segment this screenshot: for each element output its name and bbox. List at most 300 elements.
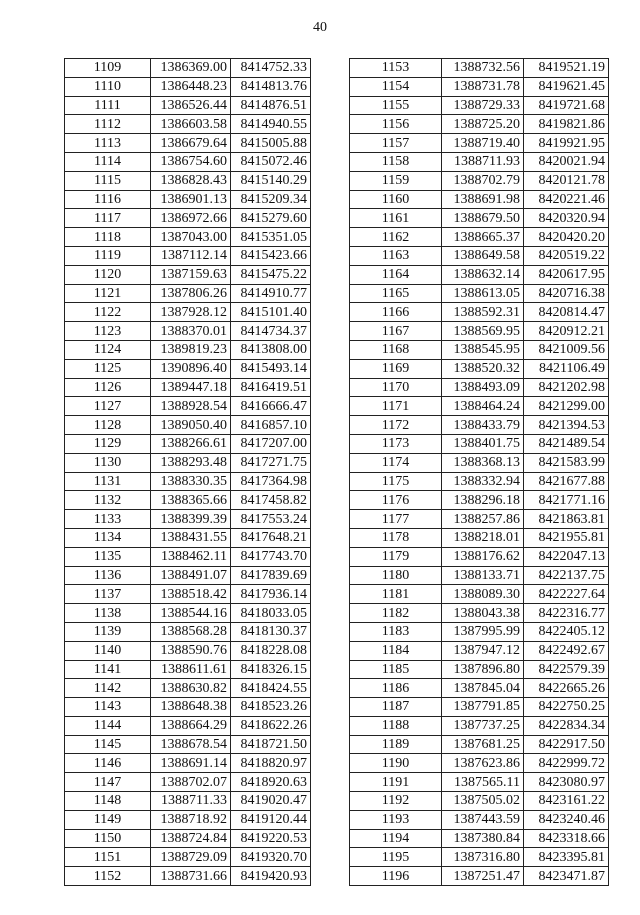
point-number-cell: 1149	[65, 810, 151, 829]
y-coordinate-cell: 8414813.76	[231, 77, 311, 96]
y-coordinate-cell: 8415423.66	[231, 246, 311, 265]
x-coordinate-cell: 1388568.28	[151, 622, 231, 641]
y-coordinate-cell: 8420519.22	[524, 246, 609, 265]
x-coordinate-cell: 1388632.14	[442, 265, 524, 284]
y-coordinate-cell: 8420814.47	[524, 303, 609, 322]
point-number-cell: 1146	[65, 754, 151, 773]
point-number-cell: 1142	[65, 679, 151, 698]
point-number-cell: 1141	[65, 660, 151, 679]
y-coordinate-cell: 8419521.19	[524, 59, 609, 78]
x-coordinate-cell: 1388330.35	[151, 472, 231, 491]
point-number-cell: 1192	[350, 792, 442, 811]
x-coordinate-cell: 1388729.33	[442, 96, 524, 115]
y-coordinate-cell: 8420617.95	[524, 265, 609, 284]
table-row	[65, 491, 311, 510]
point-number-cell: 1118	[65, 228, 151, 247]
table-row	[350, 340, 609, 359]
x-coordinate-cell: 1388679.50	[442, 209, 524, 228]
x-coordinate-cell: 1388544.16	[151, 604, 231, 623]
point-number-cell: 1121	[65, 284, 151, 303]
x-coordinate-cell: 1388702.07	[151, 773, 231, 792]
table-row	[65, 228, 311, 247]
point-number-cell: 1135	[65, 547, 151, 566]
x-coordinate-cell: 1388665.37	[442, 228, 524, 247]
x-coordinate-cell: 1388731.78	[442, 77, 524, 96]
table-row	[65, 735, 311, 754]
table-row	[65, 698, 311, 717]
y-coordinate-cell: 8417936.14	[231, 585, 311, 604]
table-row	[65, 134, 311, 153]
table-row	[65, 867, 311, 886]
point-number-cell: 1169	[350, 359, 442, 378]
y-coordinate-cell: 8415209.34	[231, 190, 311, 209]
coordinates-table-left	[64, 58, 311, 886]
point-number-cell: 1167	[350, 322, 442, 341]
point-number-cell: 1191	[350, 773, 442, 792]
x-coordinate-cell: 1388464.24	[442, 397, 524, 416]
point-number-cell: 1119	[65, 246, 151, 265]
table-row	[350, 171, 609, 190]
table-row	[65, 378, 311, 397]
table-row	[350, 152, 609, 171]
y-coordinate-cell: 8420320.94	[524, 209, 609, 228]
x-coordinate-cell: 1386679.64	[151, 134, 231, 153]
x-coordinate-cell: 1388725.20	[442, 115, 524, 134]
table-row	[65, 303, 311, 322]
point-number-cell: 1174	[350, 453, 442, 472]
point-number-cell: 1159	[350, 171, 442, 190]
table-row	[350, 59, 609, 78]
y-coordinate-cell: 8415101.40	[231, 303, 311, 322]
table-row	[350, 604, 609, 623]
point-number-cell: 1166	[350, 303, 442, 322]
x-coordinate-cell: 1388702.79	[442, 171, 524, 190]
y-coordinate-cell: 8423080.97	[524, 773, 609, 792]
y-coordinate-cell: 8419220.53	[231, 829, 311, 848]
y-coordinate-cell: 8422316.77	[524, 604, 609, 623]
y-coordinate-cell: 8418033.05	[231, 604, 311, 623]
table-row	[65, 716, 311, 735]
x-coordinate-cell: 1388296.18	[442, 491, 524, 510]
table-row	[65, 246, 311, 265]
point-number-cell: 1168	[350, 340, 442, 359]
y-coordinate-cell: 8421677.88	[524, 472, 609, 491]
x-coordinate-cell: 1386901.13	[151, 190, 231, 209]
x-coordinate-cell: 1387043.00	[151, 228, 231, 247]
x-coordinate-cell: 1387947.12	[442, 641, 524, 660]
x-coordinate-cell: 1388401.75	[442, 434, 524, 453]
table-row	[350, 716, 609, 735]
y-coordinate-cell: 8417271.75	[231, 453, 311, 472]
y-coordinate-cell: 8415493.14	[231, 359, 311, 378]
point-number-cell: 1161	[350, 209, 442, 228]
point-number-cell: 1116	[65, 190, 151, 209]
point-number-cell: 1122	[65, 303, 151, 322]
x-coordinate-cell: 1387681.25	[442, 735, 524, 754]
table-row	[65, 792, 311, 811]
y-coordinate-cell: 8414876.51	[231, 96, 311, 115]
point-number-cell: 1178	[350, 528, 442, 547]
y-coordinate-cell: 8419420.93	[231, 867, 311, 886]
y-coordinate-cell: 8414734.37	[231, 322, 311, 341]
point-number-cell: 1151	[65, 848, 151, 867]
x-coordinate-cell: 1389447.18	[151, 378, 231, 397]
x-coordinate-cell: 1388493.09	[442, 378, 524, 397]
point-number-cell: 1145	[65, 735, 151, 754]
table-row	[65, 641, 311, 660]
table-row	[350, 585, 609, 604]
table-row	[350, 416, 609, 435]
table-row	[65, 453, 311, 472]
table-row	[350, 246, 609, 265]
point-number-cell: 1158	[350, 152, 442, 171]
y-coordinate-cell: 8417839.69	[231, 566, 311, 585]
point-number-cell: 1175	[350, 472, 442, 491]
x-coordinate-cell: 1388731.66	[151, 867, 231, 886]
y-coordinate-cell: 8414752.33	[231, 59, 311, 78]
y-coordinate-cell: 8421299.00	[524, 397, 609, 416]
x-coordinate-cell: 1388569.95	[442, 322, 524, 341]
y-coordinate-cell: 8423318.66	[524, 829, 609, 848]
point-number-cell: 1113	[65, 134, 151, 153]
x-coordinate-cell: 1388664.29	[151, 716, 231, 735]
y-coordinate-cell: 8417743.70	[231, 547, 311, 566]
table-row	[350, 209, 609, 228]
table-row	[350, 134, 609, 153]
x-coordinate-cell: 1386448.23	[151, 77, 231, 96]
point-number-cell: 1123	[65, 322, 151, 341]
table-row	[65, 284, 311, 303]
x-coordinate-cell: 1388630.82	[151, 679, 231, 698]
x-coordinate-cell: 1388368.13	[442, 453, 524, 472]
x-coordinate-cell: 1388691.14	[151, 754, 231, 773]
y-coordinate-cell: 8416857.10	[231, 416, 311, 435]
point-number-cell: 1130	[65, 453, 151, 472]
table-row	[65, 416, 311, 435]
x-coordinate-cell: 1387443.59	[442, 810, 524, 829]
x-coordinate-cell: 1387112.14	[151, 246, 231, 265]
y-coordinate-cell: 8415279.60	[231, 209, 311, 228]
y-coordinate-cell: 8422492.67	[524, 641, 609, 660]
point-number-cell: 1115	[65, 171, 151, 190]
point-number-cell: 1195	[350, 848, 442, 867]
x-coordinate-cell: 1388293.48	[151, 453, 231, 472]
point-number-cell: 1173	[350, 434, 442, 453]
x-coordinate-cell: 1388678.54	[151, 735, 231, 754]
table-row	[350, 228, 609, 247]
point-number-cell: 1187	[350, 698, 442, 717]
y-coordinate-cell: 8419320.70	[231, 848, 311, 867]
point-number-cell: 1137	[65, 585, 151, 604]
y-coordinate-cell: 8422227.64	[524, 585, 609, 604]
table-row	[350, 510, 609, 529]
x-coordinate-cell: 1387316.80	[442, 848, 524, 867]
point-number-cell: 1128	[65, 416, 151, 435]
table-row	[65, 810, 311, 829]
table-row	[350, 566, 609, 585]
table-row	[350, 434, 609, 453]
x-coordinate-cell: 1387380.84	[442, 829, 524, 848]
table-row	[65, 528, 311, 547]
y-coordinate-cell: 8420021.94	[524, 152, 609, 171]
point-number-cell: 1188	[350, 716, 442, 735]
table-row	[65, 77, 311, 96]
x-coordinate-cell: 1387251.47	[442, 867, 524, 886]
y-coordinate-cell: 8415140.29	[231, 171, 311, 190]
x-coordinate-cell: 1388520.32	[442, 359, 524, 378]
coordinates-table-left-body	[65, 59, 311, 886]
y-coordinate-cell: 8423471.87	[524, 867, 609, 886]
table-row	[65, 585, 311, 604]
table-row	[350, 115, 609, 134]
point-number-cell: 1163	[350, 246, 442, 265]
x-coordinate-cell: 1387995.99	[442, 622, 524, 641]
y-coordinate-cell: 8417207.00	[231, 434, 311, 453]
y-coordinate-cell: 8418920.63	[231, 773, 311, 792]
table-row	[350, 810, 609, 829]
table-row	[350, 77, 609, 96]
table-row	[350, 491, 609, 510]
point-number-cell: 1132	[65, 491, 151, 510]
table-row	[350, 528, 609, 547]
table-row	[65, 265, 311, 284]
y-coordinate-cell: 8419020.47	[231, 792, 311, 811]
y-coordinate-cell: 8422047.13	[524, 547, 609, 566]
y-coordinate-cell: 8421009.56	[524, 340, 609, 359]
point-number-cell: 1180	[350, 566, 442, 585]
table-row	[350, 472, 609, 491]
x-coordinate-cell: 1388718.92	[151, 810, 231, 829]
point-number-cell: 1194	[350, 829, 442, 848]
x-coordinate-cell: 1388043.38	[442, 604, 524, 623]
coordinates-table-right-body	[350, 59, 609, 886]
y-coordinate-cell: 8415475.22	[231, 265, 311, 284]
point-number-cell: 1109	[65, 59, 151, 78]
point-number-cell: 1189	[350, 735, 442, 754]
point-number-cell: 1127	[65, 397, 151, 416]
point-number-cell: 1182	[350, 604, 442, 623]
y-coordinate-cell: 8421394.53	[524, 416, 609, 435]
point-number-cell: 1160	[350, 190, 442, 209]
y-coordinate-cell: 8415351.05	[231, 228, 311, 247]
point-number-cell: 1181	[350, 585, 442, 604]
table-row	[350, 660, 609, 679]
point-number-cell: 1196	[350, 867, 442, 886]
table-row	[65, 773, 311, 792]
x-coordinate-cell: 1388518.42	[151, 585, 231, 604]
table-row	[350, 378, 609, 397]
table-row	[65, 679, 311, 698]
y-coordinate-cell: 8419821.86	[524, 115, 609, 134]
x-coordinate-cell: 1388257.86	[442, 510, 524, 529]
x-coordinate-cell: 1388590.76	[151, 641, 231, 660]
y-coordinate-cell: 8415072.46	[231, 152, 311, 171]
page-number: 40	[313, 20, 327, 35]
table-row	[65, 340, 311, 359]
x-coordinate-cell: 1387505.02	[442, 792, 524, 811]
y-coordinate-cell: 8418523.26	[231, 698, 311, 717]
point-number-cell: 1152	[65, 867, 151, 886]
table-row	[350, 735, 609, 754]
x-coordinate-cell: 1388592.31	[442, 303, 524, 322]
y-coordinate-cell: 8418228.08	[231, 641, 311, 660]
x-coordinate-cell: 1388433.79	[442, 416, 524, 435]
y-coordinate-cell: 8420121.78	[524, 171, 609, 190]
table-row	[350, 622, 609, 641]
y-coordinate-cell: 8420420.20	[524, 228, 609, 247]
y-coordinate-cell: 8419621.45	[524, 77, 609, 96]
y-coordinate-cell: 8419921.95	[524, 134, 609, 153]
point-number-cell: 1136	[65, 566, 151, 585]
x-coordinate-cell: 1388711.33	[151, 792, 231, 811]
table-row	[350, 792, 609, 811]
y-coordinate-cell: 8422579.39	[524, 660, 609, 679]
y-coordinate-cell: 8421489.54	[524, 434, 609, 453]
table-row	[65, 209, 311, 228]
point-number-cell: 1125	[65, 359, 151, 378]
point-number-cell: 1190	[350, 754, 442, 773]
table-row	[65, 397, 311, 416]
y-coordinate-cell: 8419120.44	[231, 810, 311, 829]
point-number-cell: 1172	[350, 416, 442, 435]
x-coordinate-cell: 1388928.54	[151, 397, 231, 416]
point-number-cell: 1120	[65, 265, 151, 284]
table-row	[65, 152, 311, 171]
x-coordinate-cell: 1387896.80	[442, 660, 524, 679]
y-coordinate-cell: 8422750.25	[524, 698, 609, 717]
table-row	[350, 322, 609, 341]
table-row	[65, 171, 311, 190]
table-row	[65, 322, 311, 341]
x-coordinate-cell: 1388732.56	[442, 59, 524, 78]
point-number-cell: 1184	[350, 641, 442, 660]
table-row	[65, 59, 311, 78]
table-row	[350, 265, 609, 284]
y-coordinate-cell: 8416666.47	[231, 397, 311, 416]
x-coordinate-cell: 1388399.39	[151, 510, 231, 529]
table-row	[65, 622, 311, 641]
y-coordinate-cell: 8416419.51	[231, 378, 311, 397]
table-row	[350, 867, 609, 886]
x-coordinate-cell: 1388431.55	[151, 528, 231, 547]
x-coordinate-cell: 1387791.85	[442, 698, 524, 717]
point-number-cell: 1139	[65, 622, 151, 641]
y-coordinate-cell: 8414940.55	[231, 115, 311, 134]
y-coordinate-cell: 8418130.37	[231, 622, 311, 641]
table-row	[350, 829, 609, 848]
x-coordinate-cell: 1388218.01	[442, 528, 524, 547]
point-number-cell: 1110	[65, 77, 151, 96]
table-row	[65, 848, 311, 867]
point-number-cell: 1179	[350, 547, 442, 566]
table-row	[350, 848, 609, 867]
y-coordinate-cell: 8420912.21	[524, 322, 609, 341]
point-number-cell: 1154	[350, 77, 442, 96]
y-coordinate-cell: 8420221.46	[524, 190, 609, 209]
y-coordinate-cell: 8417553.24	[231, 510, 311, 529]
x-coordinate-cell: 1388724.84	[151, 829, 231, 848]
x-coordinate-cell: 1389050.40	[151, 416, 231, 435]
table-row	[65, 472, 311, 491]
x-coordinate-cell: 1388648.38	[151, 698, 231, 717]
x-coordinate-cell: 1388729.09	[151, 848, 231, 867]
x-coordinate-cell: 1387159.63	[151, 265, 231, 284]
x-coordinate-cell: 1388365.66	[151, 491, 231, 510]
point-number-cell: 1147	[65, 773, 151, 792]
table-row	[65, 359, 311, 378]
y-coordinate-cell: 8419721.68	[524, 96, 609, 115]
x-coordinate-cell: 1387806.26	[151, 284, 231, 303]
x-coordinate-cell: 1388613.05	[442, 284, 524, 303]
point-number-cell: 1186	[350, 679, 442, 698]
x-coordinate-cell: 1386828.43	[151, 171, 231, 190]
point-number-cell: 1148	[65, 792, 151, 811]
y-coordinate-cell: 8423161.22	[524, 792, 609, 811]
point-number-cell: 1156	[350, 115, 442, 134]
x-coordinate-cell: 1388691.98	[442, 190, 524, 209]
point-number-cell: 1134	[65, 528, 151, 547]
x-coordinate-cell: 1386369.00	[151, 59, 231, 78]
table-row	[65, 566, 311, 585]
point-number-cell: 1185	[350, 660, 442, 679]
table-row	[350, 547, 609, 566]
point-number-cell: 1111	[65, 96, 151, 115]
table-row	[350, 773, 609, 792]
x-coordinate-cell: 1390896.40	[151, 359, 231, 378]
x-coordinate-cell: 1389819.23	[151, 340, 231, 359]
point-number-cell: 1193	[350, 810, 442, 829]
table-row	[65, 754, 311, 773]
y-coordinate-cell: 8423240.46	[524, 810, 609, 829]
point-number-cell: 1155	[350, 96, 442, 115]
y-coordinate-cell: 8417458.82	[231, 491, 311, 510]
y-coordinate-cell: 8418326.15	[231, 660, 311, 679]
y-coordinate-cell: 8423395.81	[524, 848, 609, 867]
x-coordinate-cell: 1387845.04	[442, 679, 524, 698]
point-number-cell: 1114	[65, 152, 151, 171]
x-coordinate-cell: 1388332.94	[442, 472, 524, 491]
point-number-cell: 1170	[350, 378, 442, 397]
x-coordinate-cell: 1386972.66	[151, 209, 231, 228]
y-coordinate-cell: 8417364.98	[231, 472, 311, 491]
y-coordinate-cell: 8421955.81	[524, 528, 609, 547]
y-coordinate-cell: 8422405.12	[524, 622, 609, 641]
y-coordinate-cell: 8421106.49	[524, 359, 609, 378]
point-number-cell: 1133	[65, 510, 151, 529]
point-number-cell: 1138	[65, 604, 151, 623]
x-coordinate-cell: 1388491.07	[151, 566, 231, 585]
y-coordinate-cell: 8418721.50	[231, 735, 311, 754]
y-coordinate-cell: 8422999.72	[524, 754, 609, 773]
point-number-cell: 1162	[350, 228, 442, 247]
x-coordinate-cell: 1386603.58	[151, 115, 231, 134]
y-coordinate-cell: 8422137.75	[524, 566, 609, 585]
x-coordinate-cell: 1386526.44	[151, 96, 231, 115]
point-number-cell: 1126	[65, 378, 151, 397]
y-coordinate-cell: 8421863.81	[524, 510, 609, 529]
point-number-cell: 1176	[350, 491, 442, 510]
table-row	[65, 434, 311, 453]
point-number-cell: 1129	[65, 434, 151, 453]
table-row	[65, 829, 311, 848]
y-coordinate-cell: 8422834.34	[524, 716, 609, 735]
point-number-cell: 1112	[65, 115, 151, 134]
table-row	[350, 754, 609, 773]
table-row	[65, 510, 311, 529]
x-coordinate-cell: 1387928.12	[151, 303, 231, 322]
x-coordinate-cell: 1387565.11	[442, 773, 524, 792]
x-coordinate-cell: 1388089.30	[442, 585, 524, 604]
